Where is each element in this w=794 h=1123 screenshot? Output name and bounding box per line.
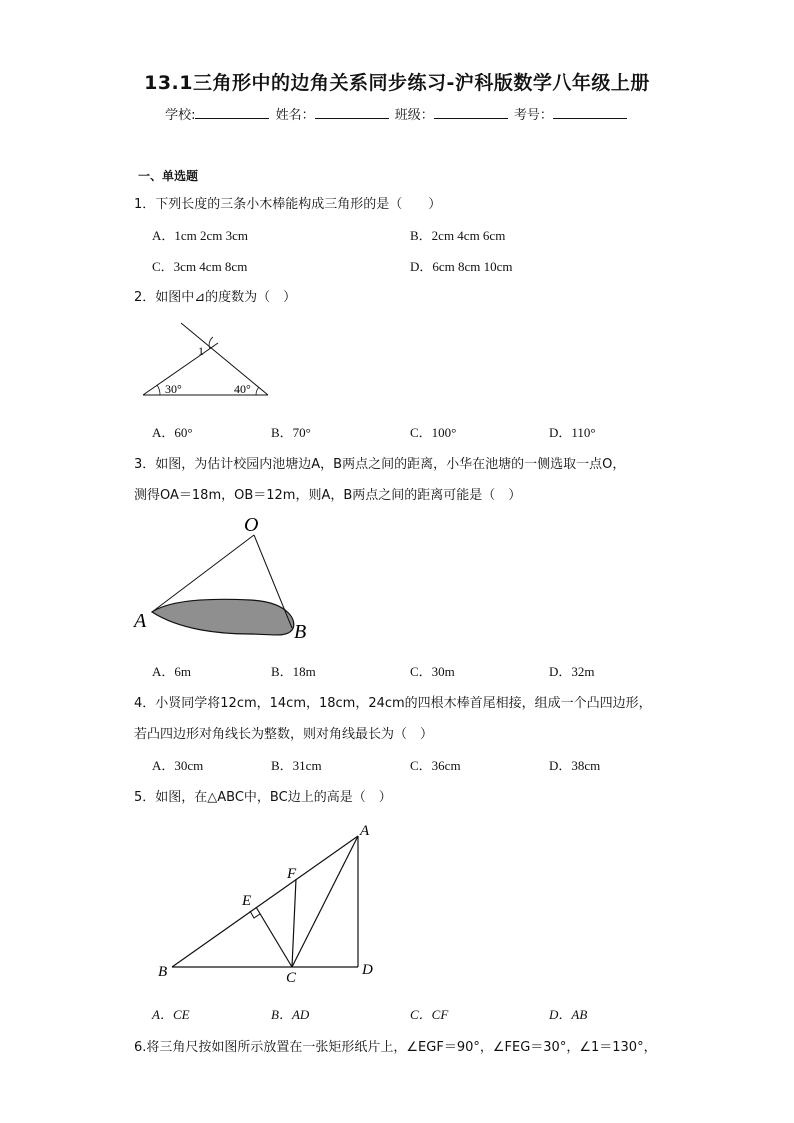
field-school: 学校: <box>165 108 196 123</box>
q1-option-c: C．3cm 4cm 8cm <box>152 259 248 274</box>
q2-angle-arc-right <box>256 387 259 395</box>
q5-label-e: E <box>242 893 252 909</box>
question-3-stem-line-2: 测得OA＝18m，OB＝12m，则A，B两点之间的距离可能是（ ） <box>134 488 522 503</box>
class-blank <box>434 106 508 119</box>
question-2-stem: 2．如图中⊿的度数为（ ） <box>134 290 297 305</box>
q5-label-d: D <box>362 962 373 978</box>
q3-option-a: A．6m <box>152 664 192 679</box>
q3-label-b: B <box>294 621 307 643</box>
q4-option-c: C．36cm <box>410 758 461 773</box>
q2-label-40: 40° <box>234 382 251 396</box>
q3-option-c: C．30m <box>410 664 455 679</box>
q3-pond-shape <box>152 599 294 635</box>
q2-label-30: 30° <box>165 382 182 396</box>
q3-label-a: A <box>134 610 147 632</box>
q2-angle-arc-left <box>157 385 160 395</box>
q5-option-a: A．CE <box>152 1007 190 1022</box>
q3-option-b: B．18m <box>271 664 316 679</box>
field-exam-number: 考号： <box>513 108 553 123</box>
field-class: 班级： <box>394 108 434 123</box>
question-5-stem: 5．如图，在△ABC中，BC边上的高是（ ） <box>134 790 392 805</box>
q5-segment-ac <box>292 836 358 967</box>
q5-option-c: C．CF <box>410 1007 449 1022</box>
q4-option-b: B．31cm <box>271 758 322 773</box>
q5-segment-ec <box>256 907 292 967</box>
q3-option-d: D．32m <box>549 664 595 679</box>
q2-option-a: A．60° <box>152 425 193 440</box>
question-3-stem-line-1: 3．如图，为估计校园内池塘边A，B两点之间的距离，小华在池塘的一侧选取一点O， <box>134 457 626 472</box>
q2-option-b: B．70° <box>271 425 311 440</box>
q1-option-b: B．2cm 4cm 6cm <box>410 228 506 243</box>
q1-option-a: A．1cm 2cm 3cm <box>152 228 249 243</box>
q3-label-o: O <box>244 514 259 536</box>
q2-label-angle-1: 1 <box>198 344 204 358</box>
q5-segment-fc <box>292 879 296 967</box>
q5-label-a: A <box>360 823 370 839</box>
question-1-stem: 1．下列长度的三条小木棒能构成三角形的是（ ） <box>134 197 442 212</box>
q2-triangle-figure <box>138 316 278 402</box>
q5-label-f: F <box>287 866 297 882</box>
q4-option-a: A．30cm <box>152 758 204 773</box>
question-6-stem: 6.将三角尺按如图所示放置在一张矩形纸片上，∠EGF＝90°，∠FEG＝30°，∠1＝130°， <box>134 1040 657 1055</box>
q2-option-d: D．110° <box>549 425 596 440</box>
field-name: 姓名： <box>275 108 315 123</box>
q5-option-b: B．AD <box>271 1007 310 1022</box>
name-blank <box>315 106 389 119</box>
q2-option-c: C．100° <box>410 425 457 440</box>
question-4-stem-line-1: 4．小贤同学将12cm，14cm，18cm，24cm的四根木棒首尾相接，组成一个凸四边形， <box>134 696 652 711</box>
student-info-line <box>0 104 794 123</box>
q5-triangle-figure <box>150 818 390 988</box>
q5-option-d: D．AB <box>549 1007 588 1022</box>
q4-option-d: D．38cm <box>549 758 601 773</box>
q5-segment-ba <box>172 836 358 967</box>
q5-label-c: C <box>286 970 297 986</box>
q5-label-b: B <box>158 964 168 980</box>
q3-pond-figure <box>130 510 320 650</box>
school-blank <box>195 106 269 119</box>
question-4-stem-line-2: 若凸四边形对角线长为整数，则对角线最长为（ ） <box>134 727 434 742</box>
page-title: 13.1三角形中的边角关系同步练习-沪科版数学八年级上册 <box>144 72 650 94</box>
exam-number-blank <box>553 106 627 119</box>
section-heading: 一、单选题 <box>138 169 199 183</box>
q1-option-d: D．6cm 8cm 10cm <box>410 259 513 274</box>
